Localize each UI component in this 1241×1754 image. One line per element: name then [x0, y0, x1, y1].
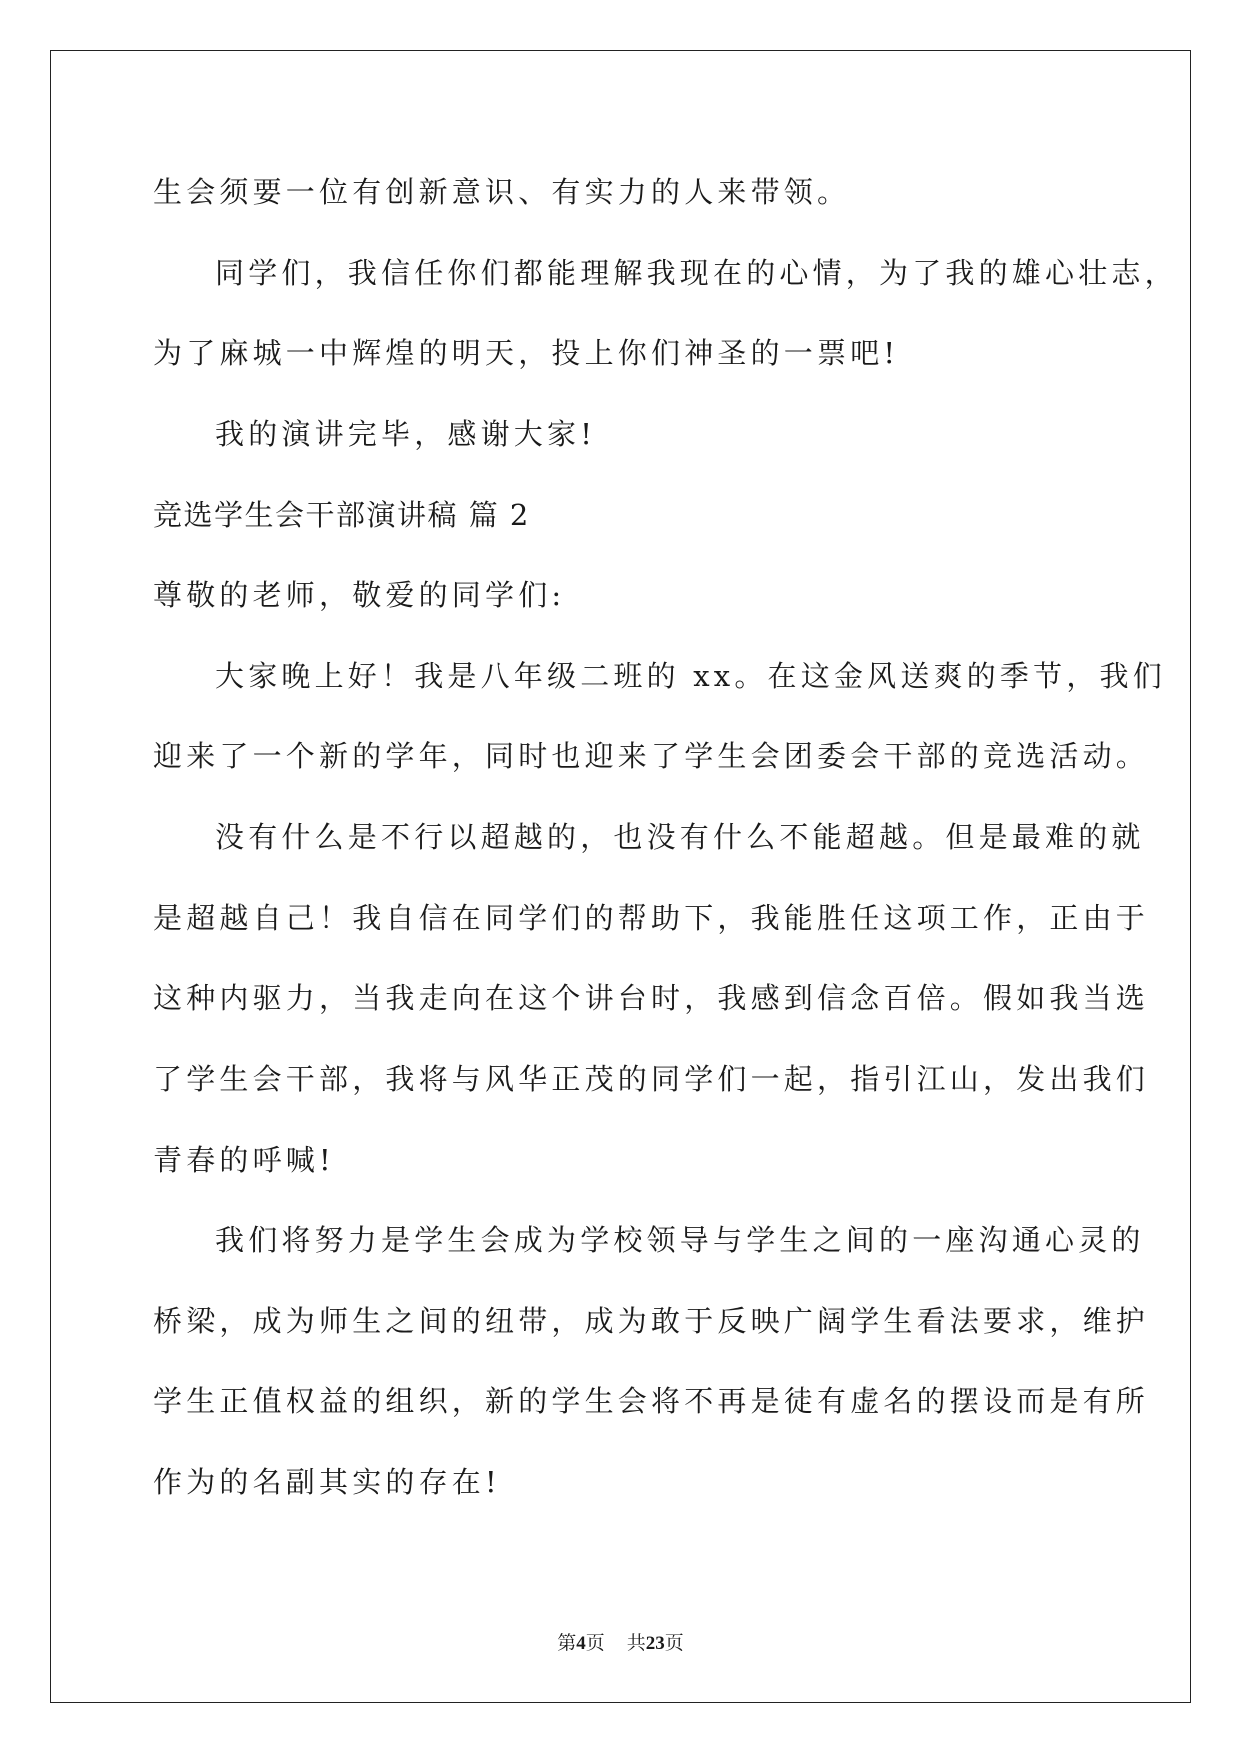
footer-total-pages: 23 — [645, 1633, 665, 1654]
paragraph-line-15: 桥梁，成为师生之间的纽带，成为敢于反映广阔学生看法要求，维护 — [153, 1304, 1150, 1338]
footer-page-suffix: 页 — [585, 1633, 605, 1654]
footer-total-suffix: 页 — [664, 1633, 684, 1654]
page-border — [50, 50, 1191, 1703]
paragraph-line-13: 青春的呼喊! — [153, 1143, 335, 1177]
footer-page-prefix: 第 — [557, 1633, 577, 1654]
paragraph-line-7: 大家晚上好！我是八年级二班的 xx。在这金风送爽的季节，我们 — [215, 659, 1166, 693]
paragraph-line-9: 没有什么是不行以超越的，也没有什么不能超越。但是最难的就 — [215, 820, 1145, 854]
paragraph-line-10: 是超越自己！我自信在同学们的帮助下，我能胜任这项工作，正由于 — [153, 901, 1150, 935]
footer-page-number: 4 — [576, 1633, 586, 1654]
paragraph-line-1: 生会须要一位有创新意识、有实力的人来带领。 — [153, 175, 851, 209]
paragraph-line-17: 作为的名副其实的存在! — [153, 1465, 501, 1499]
paragraph-line-14: 我们将努力是学生会成为学校领导与学生之间的一座沟通心灵的 — [215, 1223, 1145, 1257]
salutation-line: 尊敬的老师，敬爱的同学们: — [153, 578, 566, 612]
paragraph-line-3: 为了麻城一中辉煌的明天，投上你们神圣的一票吧! — [153, 336, 900, 370]
paragraph-line-11: 这种内驱力，当我走向在这个讲台时，我感到信念百倍。假如我当选 — [153, 981, 1150, 1015]
paragraph-line-4: 我的演讲完毕，感谢大家! — [215, 417, 597, 451]
section-heading: 竞选学生会干部演讲稿 篇 2 — [153, 498, 530, 532]
paragraph-line-12: 了学生会干部，我将与风华正茂的同学们一起，指引江山，发出我们 — [153, 1062, 1150, 1096]
paragraph-line-2: 同学们，我信任你们都能理解我现在的心情，为了我的雄心壮志， — [215, 256, 1178, 290]
paragraph-line-16: 学生正值权益的组织，新的学生会将不再是徒有虚名的摆设而是有所 — [153, 1384, 1150, 1418]
page-footer — [0, 1632, 1241, 1656]
footer-total-prefix: 共 — [626, 1633, 646, 1654]
paragraph-line-8: 迎来了一个新的学年，同时也迎来了学生会团委会干部的竞选活动。 — [153, 739, 1150, 773]
